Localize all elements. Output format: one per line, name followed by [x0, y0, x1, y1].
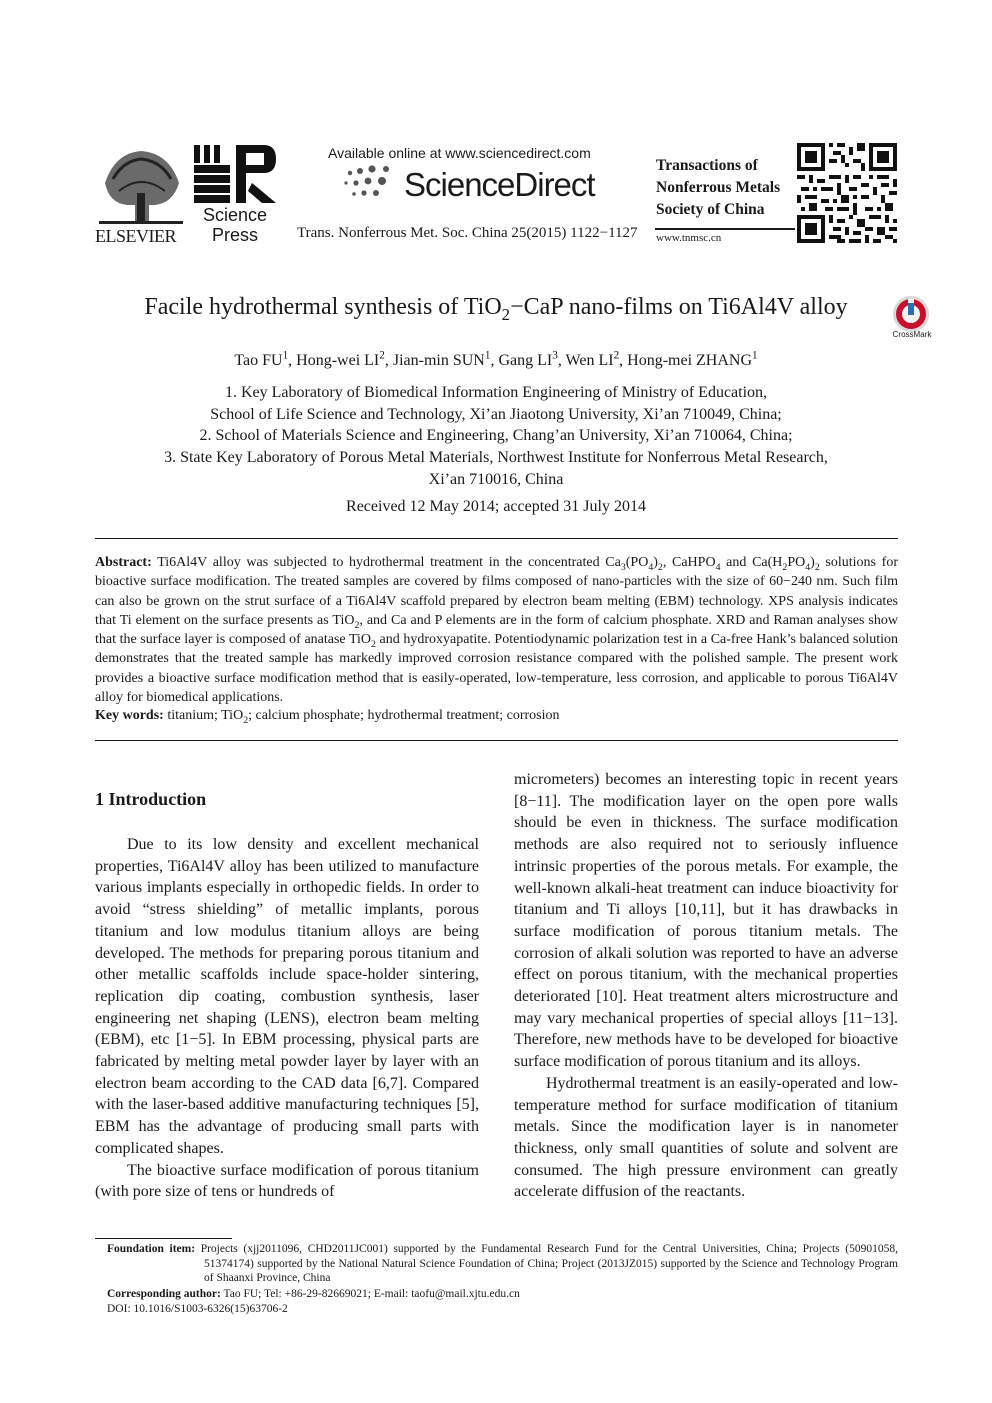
- abstract-subscript: 4: [648, 561, 654, 573]
- abstract-text: Ti6Al4V alloy was subjected to hydrothermal treatment in the concentrated Ca: [151, 555, 621, 570]
- keywords-subscript: 2: [243, 714, 249, 726]
- keywords-label: Key words:: [95, 708, 164, 723]
- press-line-1: Science: [202, 205, 268, 225]
- author-affiliation-mark: 1: [752, 349, 758, 362]
- foundation-text: Projects (xjj2011096, CHD2011JC001) supported by the Fundamental Research Fund for the Central Universities, China; Projects (50901058, 51374174) supported by the National Natural Science Foundation of China; Project (2013JZ015) supported by the Science and Technology Program of Shaanxi Province, China: [195, 1243, 898, 1285]
- crossmark-label: CrossMark: [892, 330, 932, 339]
- author-name: Tao FU: [234, 352, 283, 369]
- author-affiliation-mark: 1: [282, 349, 289, 362]
- author-affiliation-mark: 3: [552, 349, 558, 362]
- abstract-text: (PO: [625, 555, 649, 570]
- corresponding-text: Tao FU; Tel: +86-29-82669021; E-mail: taofu@mail.xjtu.edu.cn: [220, 1288, 520, 1300]
- affiliation-line: 2. School of Materials Science and Engineering, Chang’an University, Xi’an 710064, China;: [199, 427, 793, 444]
- affiliation-line: School of Life Science and Technology, Xi’an Jiaotong University, Xi’an 710049, China;: [210, 406, 782, 423]
- abstract-subscript: 3: [620, 561, 626, 573]
- affiliation-line: 3. State Key Laboratory of Porous Metal Materials, Northwest Institute for Nonferrous Metal Research,: [164, 449, 828, 466]
- abstract-text: ): [653, 555, 658, 570]
- author-affiliation-mark: 2: [379, 349, 385, 362]
- abstract-subscript: 2: [782, 561, 788, 573]
- press-line-2: Press: [211, 225, 258, 245]
- author-name: Hong-wei LI: [296, 352, 380, 369]
- keywords-text: ; calcium phosphate; hydrothermal treatment; corrosion: [248, 708, 560, 723]
- title-part-2: −CaP nano-films on Ti6Al4V alloy: [510, 294, 848, 320]
- abstract-text: ): [810, 555, 815, 570]
- affiliation-line: 1. Key Laboratory of Biomedical Information Engineering of Ministry of Education,: [224, 384, 768, 401]
- sciencedirect-dots-icon: [342, 163, 398, 203]
- author-name: Hong-mei ZHANG: [627, 352, 753, 369]
- paragraph: Due to its low density and excellent mechanical properties, Ti6Al4V alloy has been utilized to manufacture various implants especially in orthopedic fields. In order to avoid “stress shielding” of metallic implants, porous titanium and low modulus titanium alloys are being developed. The methods for preparing porous titanium and other metallic scaffolds include space-holder sintering, replication dip coating, combustion synthesis, laser engineering net shaping (LENS), electron beam melting (EBM), etc [1−5]. In EBM processing, physical parts are fabricated by melting metal powder layer by layer with an electron beam according to the CAD data [6,7]. Compared with the laser-based additive manufacturing techniques [5], EBM has the advantage of producing small parts with complicated shapes.: [95, 836, 479, 1157]
- journal-title-line-2: Nonferrous Metals: [656, 179, 781, 196]
- doi: DOI: 10.1016/S1003-6326(15)63706-2: [107, 1303, 288, 1315]
- journal-url: www.tnmsc.cn: [656, 232, 722, 244]
- foundation-label: Foundation item:: [107, 1243, 196, 1255]
- received-date: Received 12 May 2014; accepted 31 July 2014: [346, 498, 646, 515]
- title-part-1: Facile hydrothermal synthesis of TiO: [144, 294, 502, 320]
- author-name: Wen LI: [565, 352, 614, 369]
- journal-title-line-3: Society of China: [656, 201, 765, 218]
- sciencedirect-wordmark: ScienceDirect: [404, 166, 595, 203]
- abstract-text: , CaHPO: [662, 555, 716, 570]
- paragraph: The bioactive surface modification of porous titanium (with pore size of tens or hundreds of: [95, 1161, 479, 1201]
- affiliation-line: Xi’an 710016, China: [428, 471, 564, 488]
- abstract-text: and Ca(H: [720, 555, 783, 570]
- abstract-text: , and Ca and P elements are in the form of calcium phosphate. XRD and Raman analyses show that the surface layer is composed of anatase TiO: [95, 612, 898, 648]
- journal-title: [656, 155, 780, 221]
- paper-title: [0, 294, 992, 324]
- author-affiliation-mark: 2: [613, 349, 620, 362]
- section-heading: 1 Introduction: [95, 789, 207, 809]
- science-press-name: [198, 205, 272, 245]
- journal-citation: Trans. Nonferrous Met. Soc. China 25(2015) 1122−1127: [297, 225, 638, 241]
- abstract-subscript: 4: [805, 561, 811, 573]
- abstract-text: solutions for bioactive surface modification. The treated samples are covered by films composed of nano-particles with the size of 60−240 nm. Such film can also be grown on the strut surface of a Ti6Al4V scaffold prepared by electron beam melting (EBM) technology. XPS analysis indicates that Ti element on the surface presents as TiO: [95, 555, 899, 628]
- author-name: Gang LI: [498, 352, 553, 369]
- foundation-note: [107, 1242, 898, 1286]
- author-name: Jian-min SUN: [392, 352, 485, 369]
- paragraph: micrometers) becomes an interesting topic in recent years [8−11]. The modification layer on the open pore walls should be even in thickness. The surface modification methods are also required not to seriously influence intrinsic properties of the porous metals. For example, the well-known alkali-heat treatment can induce bioactivity for titanium and Ti alloys [10,11], but it has drawbacks in surface modification of porous titanium metals. The corrosion of alkali solution was reported to have an adverse effect on porous titanium, with the mechanical properties deteriorated [10]. Heat treatment alters microstructure and may vary mechanical properties of special alloys [11−13]. Therefore, new methods have to be developed for bioactive surface modification of porous titanium and its alloys.: [514, 771, 898, 1071]
- abstract-subscript: 2: [814, 561, 820, 573]
- abstract-subscript: 2: [657, 561, 663, 573]
- qr-code-icon: [796, 143, 898, 243]
- paragraph: Hydrothermal treatment is an easily-operated and low-temperature method for surface modification of titanium metals. Since the modification layer is in nanometer thickness, only small quantities of solute and solvent are consumed. The high pressure environment can greatly accelerate diffusion of the reactants.: [514, 1074, 898, 1201]
- corresponding-label: Corresponding author:: [107, 1288, 221, 1300]
- available-online-text: Available online at www.sciencedirect.com: [328, 145, 591, 161]
- science-press-logo: [192, 143, 278, 205]
- abstract-label: Abstract:: [95, 555, 152, 570]
- abstract-text: and hydroxyapatite. Potentiodynamic polarization test in a Ca-free Hank’s balanced solution demonstrates that the treated sample has markedly improved corrosion resistance compared with the polished sample. The present work provides a bioactive surface modification method that is easily-operated, low-temperature, less corrosion, and applicable to porous Ti6Al4V alloy for biomedical applications.: [95, 632, 898, 706]
- corresponding-note: [107, 1287, 898, 1302]
- author-list: Tao $FU^1$, Hong-wei $LI^2$, Jian-min SUN$^1$, Gang $LI^3$, Wen $LI^2$, Hong-mei ZHANG$^1$: [234, 349, 758, 369]
- author-affiliation-mark: 1: [484, 349, 491, 362]
- abstract: [95, 553, 898, 707]
- keywords-text: titanium; TiO: [163, 708, 244, 723]
- abstract-subscript: 2: [371, 638, 376, 650]
- journal-rule: [655, 228, 795, 230]
- abstract-subscript: 4: [715, 561, 721, 573]
- abstract-text: PO: [787, 555, 806, 570]
- title-subscript: 2: [501, 304, 511, 324]
- publisher-name: ELSEVIER: [95, 226, 176, 246]
- footnote-rule: [95, 1238, 232, 1239]
- left-column: [95, 834, 479, 1203]
- journal-title-line-1: Transactions of: [656, 157, 758, 174]
- keywords: [95, 706, 898, 725]
- abstract-subscript: 2: [354, 619, 360, 631]
- divider: [95, 538, 898, 539]
- right-column: [514, 769, 898, 1203]
- divider: [95, 740, 898, 741]
